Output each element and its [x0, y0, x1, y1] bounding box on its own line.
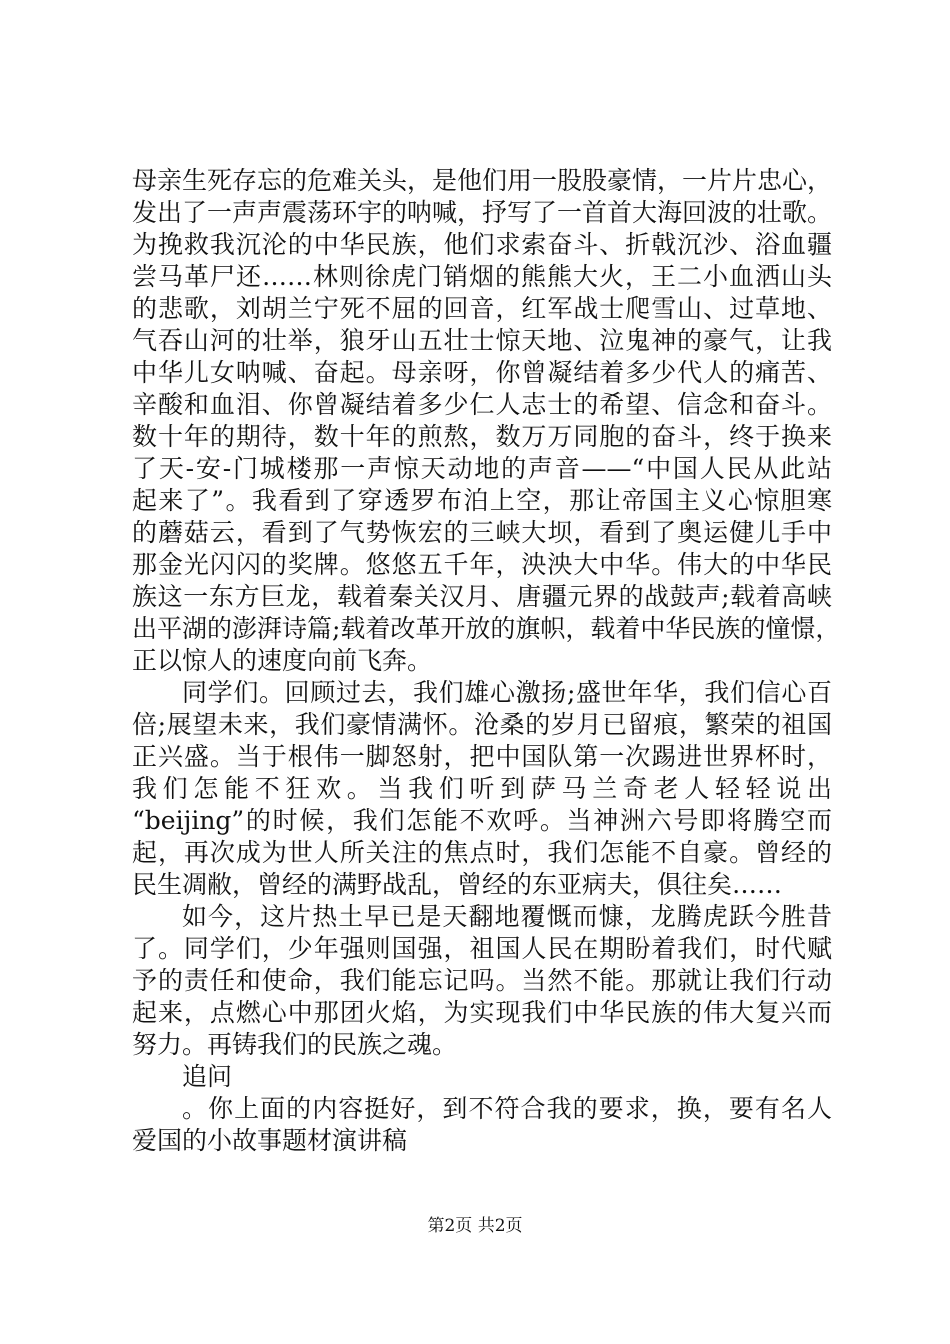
text-line: 倍;展望未来，我们豪情满怀。沧桑的岁月已留痕，繁荣的祖国: [132, 710, 832, 739]
text-line: 了。同学们，少年强则国强，祖国人民在期盼着我们，时代赋: [132, 934, 832, 963]
text-line: 同学们。回顾过去，我们雄心激扬;盛世年华，我们信心百: [182, 678, 832, 707]
text-line: 的悲歌，刘胡兰宁死不屈的回音，红军战士爬雪山、过草地、: [132, 294, 832, 323]
text-line: 予的责任和使命，我们能忘记吗。当然不能。那就让我们行动: [132, 966, 832, 995]
text-line: 起来了”。我看到了穿透罗布泊上空，那让帝国主义心惊胆寒: [132, 486, 832, 515]
text-line: 正以惊人的速度向前飞奔。: [132, 646, 433, 675]
text-line: 了天-安-门城楼那一声惊天动地的声音——“中国人民从此站: [132, 454, 832, 483]
text-line: 数十年的期待，数十年的煎熬，数万万同胞的奋斗，终于换来: [132, 422, 832, 451]
text-line: 辛酸和血泪、你曾凝结着多少仁人志士的希望、信念和奋斗。: [132, 390, 832, 419]
text-line: 发出了一声声震荡环宇的呐喊，抒写了一首首大海回波的壮歌。: [132, 198, 833, 227]
text-line: 努力。再铸我们的民族之魂。: [132, 1030, 458, 1059]
text-line: 为挽救我沉沦的中华民族，他们求索奋斗、折戟沉沙、浴血疆: [132, 230, 832, 259]
text-line: 气吞山河的壮举，狼牙山五壮士惊天地、泣鬼神的豪气，让我: [132, 326, 832, 355]
text-line: 如今，这片热土早已是天翻地覆慨而慷，龙腾虎跃今胜昔: [182, 902, 832, 931]
text-line: 。你上面的内容挺好，到不符合我的要求，换，要有名人: [182, 1094, 832, 1123]
text-line: 母亲生死存忘的危难关头，是他们用一股股豪情，一片片忠心，: [132, 166, 833, 195]
text-line: 族这一东方巨龙，载着秦关汉月、唐疆元界的战鼓声;载着高峡: [132, 582, 832, 611]
follow-up-heading: 追问: [182, 1062, 233, 1091]
text-line: 起，再次成为世人所关注的焦点时，我们怎能不自豪。曾经的: [132, 838, 832, 867]
text-line: 尝马革尸还……林则徐虎门销烟的熊熊大火，王二小血洒山头: [132, 262, 832, 291]
text-line: 爱国的小故事题材演讲稿: [132, 1126, 408, 1155]
text-line: 我们怎能不狂欢。当我们听到萨马兰奇老人轻轻说出: [132, 774, 832, 803]
text-line: 那金光闪闪的奖牌。悠悠五千年，泱泱大中华。伟大的中华民: [132, 550, 832, 579]
page-footer: 第2页 共2页: [427, 1216, 523, 1236]
text-line: “beijing”的时候，我们怎能不欢呼。当神洲六号即将腾空而: [132, 806, 832, 835]
text-line: 起来，点燃心中那团火焰，为实现我们中华民族的伟大复兴而: [132, 998, 832, 1027]
text-line: 出平湖的澎湃诗篇;载着改革开放的旗帜，载着中华民族的憧憬，: [132, 614, 841, 643]
document-body: [132, 165, 841, 1157]
text-line: 民生凋敝，曾经的满野战乱，曾经的东亚病夫，俱往矣……: [132, 870, 783, 899]
text-line: 正兴盛。当于根伟一脚怒射，把中国队第一次踢进世界杯时，: [132, 742, 832, 771]
text-line: 中华儿女呐喊、奋起。母亲呀，你曾凝结着多少代人的痛苦、: [132, 358, 832, 387]
text-line: 的蘑菇云，看到了气势恢宏的三峡大坝，看到了奥运健儿手中: [132, 518, 832, 547]
